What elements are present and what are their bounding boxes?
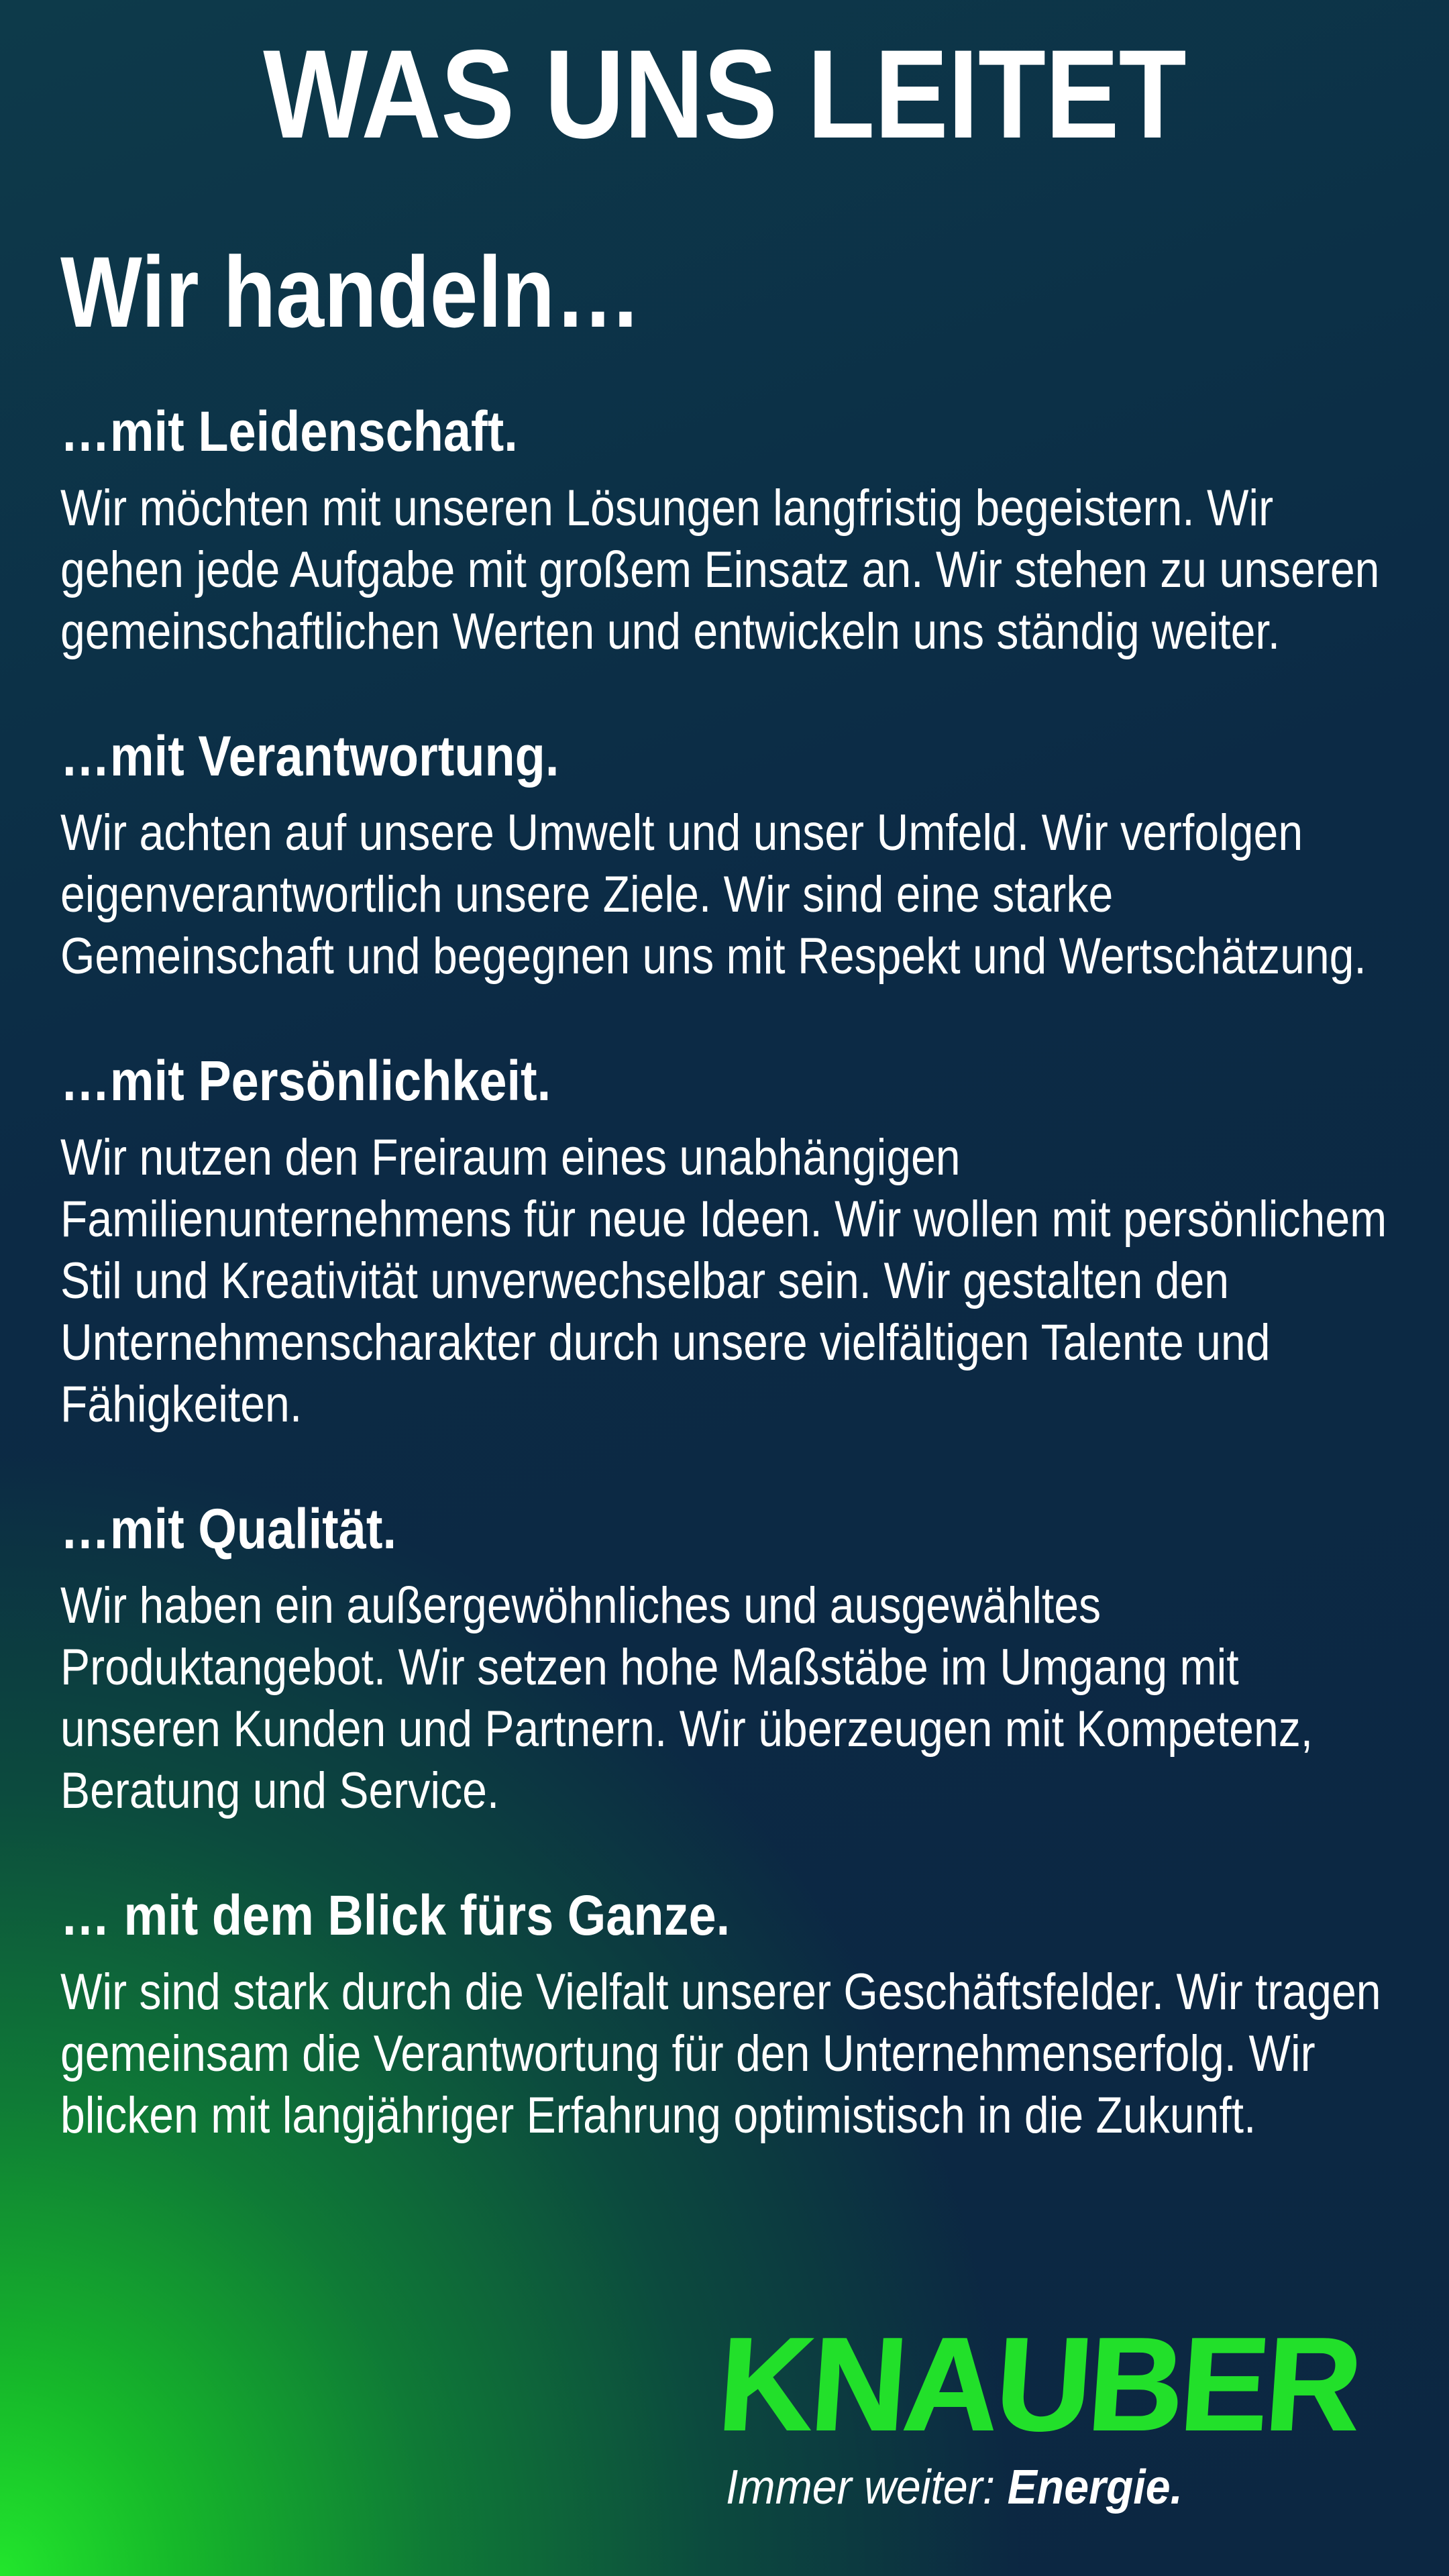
value-block-qualitaet bbox=[60, 1493, 1415, 1822]
value-block-persoenlichkeit bbox=[60, 1045, 1415, 1436]
value-heading: …mit Verantwortung. bbox=[60, 724, 559, 788]
value-text: Wir nutzen den Freiraum eines unabhängigen Familienunternehmens für neue Ideen. Wir wollen mit persönlichem Stil und Kreativität unverwechselbar sein. Wir gestalten den Unternehmenscharakter durch unsere vielfältigen Talente und Fähigkeiten. bbox=[60, 1129, 1387, 1433]
knauber-logo bbox=[713, 2310, 1401, 2526]
value-heading: …mit Qualität. bbox=[60, 1497, 397, 1560]
value-text: Wir achten auf unsere Umwelt und unser Umfeld. Wir verfolgen eigenverantwortlich unsere Ziele. Wir sind eine starke Gemeinschaft und begegnen uns mit Respekt und Wertschätzung. bbox=[60, 804, 1366, 985]
value-block-leidenschaft bbox=[60, 396, 1415, 663]
values-list bbox=[60, 396, 1415, 2204]
slogan-regular: Immer weiter: bbox=[726, 2461, 1008, 2514]
value-heading: … mit dem Blick fürs Ganze. bbox=[60, 1884, 731, 1947]
logo-slogan bbox=[726, 2457, 1183, 2518]
value-text: Wir haben ein außergewöhnliches und ausgewähltes Produktangebot. Wir setzen hohe Maßstäbe im Umgang mit unseren Kunden und Partnern. Wir überzeugen mit Kompetenz, Beratung und Service. bbox=[60, 1577, 1313, 1819]
value-heading: …mit Leidenschaft. bbox=[60, 400, 518, 463]
logo-wordmark: KNAUBER bbox=[713, 2310, 1363, 2459]
intro-heading: Wir handeln… bbox=[60, 235, 642, 348]
value-heading: …mit Persönlichkeit. bbox=[60, 1049, 551, 1112]
value-text: Wir möchten mit unseren Lösungen langfristig begeistern. Wir gehen jede Aufgabe mit großem Einsatz an. Wir stehen zu unseren gemeinschaftlichen Werten und entwickeln uns ständig weiter. bbox=[60, 480, 1380, 660]
value-block-blick-fuers-ganze bbox=[60, 1880, 1415, 2147]
page-title: WAS UNS LEITET bbox=[263, 23, 1186, 164]
value-block-verantwortung bbox=[60, 720, 1415, 987]
value-text: Wir sind stark durch die Vielfalt unserer Geschäftsfelder. Wir tragen gemeinsam die Verantwortung für den Unternehmenserfolg. Wir blicken mit langjähriger Erfahrung optimistisch in die Zukunft. bbox=[60, 1964, 1381, 2144]
slogan-bold: Energie. bbox=[1007, 2461, 1183, 2514]
